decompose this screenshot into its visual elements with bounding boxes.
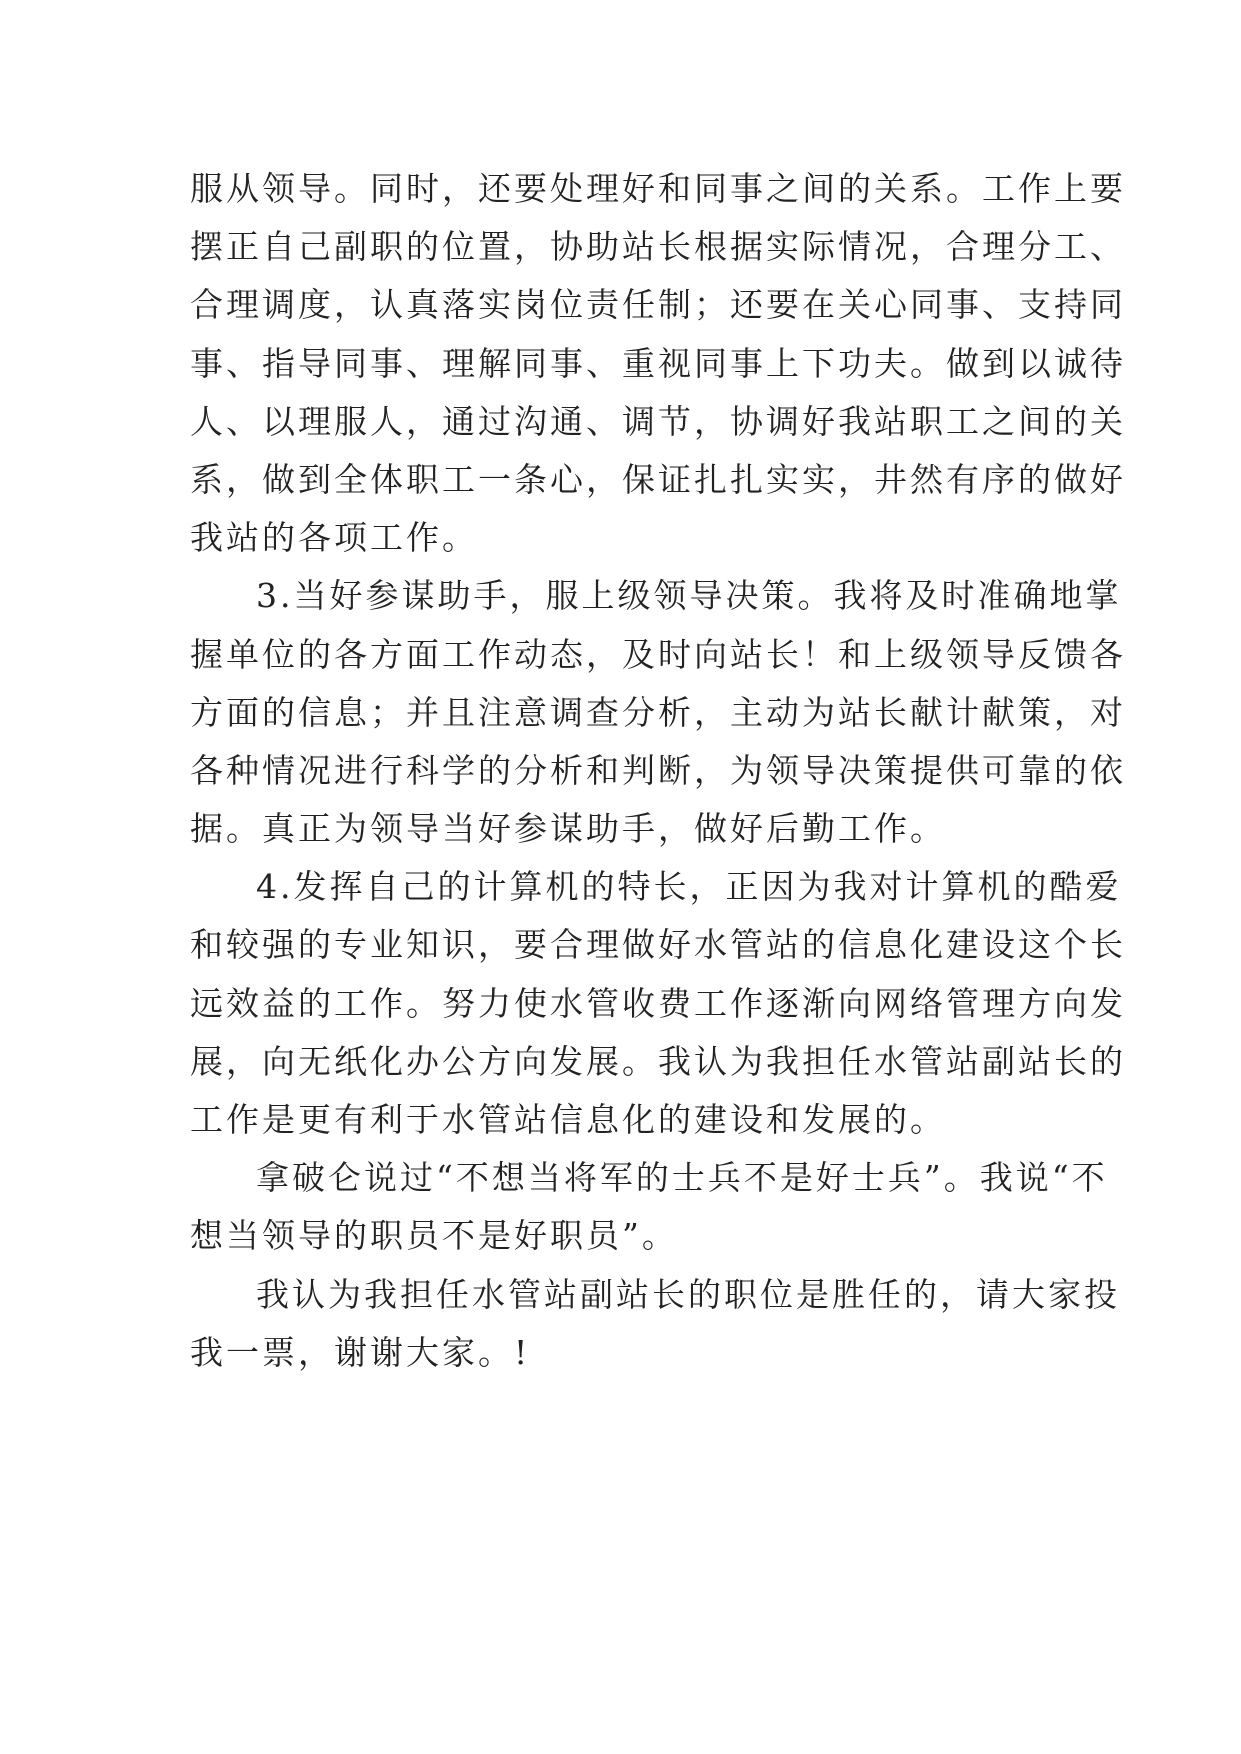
text-line: 事、指导同事、理解同事、重视同事上下功夫。做到以诚待 [190, 343, 1126, 383]
text-line: 我一票，谢谢大家。! [190, 1332, 531, 1372]
paragraph-start-line: 3.当好参谋助手，服上级领导决策。我将及时准确地掌 [256, 576, 1122, 616]
text-line: 想当领导的职员不是好职员”。 [190, 1216, 678, 1256]
text-line: 系，做到全体职工一条心，保证扎扎实实，井然有序的做好 [190, 459, 1126, 499]
text-line: 据。真正为领导当好参谋助手，做好后勤工作。 [190, 809, 946, 849]
text-line: 人、以理服人，通过沟通、调节，协调好我站职工之间的关 [190, 401, 1126, 441]
text-line: 合理调度，认真落实岗位责任制；还要在关心同事、支持同 [190, 285, 1126, 325]
text-line: 我站的各项工作。 [190, 518, 478, 558]
text-line: 展，向无纸化办公方向发展。我认为我担任水管站副站长的 [190, 1041, 1126, 1081]
text-line: 服从领导。同时，还要处理好和同事之间的关系。工作上要 [190, 169, 1126, 208]
paragraph-start-line: 我认为我担任水管站副站长的职位是胜任的，请大家投 [256, 1274, 1120, 1314]
text-line: 工作是更有利于水管站信息化的建设和发展的。 [190, 1100, 946, 1139]
text-line: 远效益的工作。努力使水管收费工作逐渐向网络管理方向发 [190, 983, 1126, 1023]
text-line: 各种情况进行科学的分析和判断，为领导决策提供可靠的依 [190, 750, 1126, 790]
text-line: 和较强的专业知识，要合理做好水管站的信息化建设这个长 [190, 925, 1126, 965]
text-line: 摆正自己副职的位置，协助站长根据实际情况，合理分工、 [190, 227, 1126, 267]
paragraph-start-line: 拿破仑说过“不想当将军的士兵不是好士兵”。我说“不 [256, 1158, 1108, 1198]
text-line: 方面的信息；并且注意调查分析，主动为站长献计献策，对 [190, 692, 1126, 732]
paragraph-start-line: 4.发挥自己的计算机的特长，正因为我对计算机的酷爱 [256, 867, 1122, 907]
body-text [190, 160, 1126, 1382]
text-line: 握单位的各方面工作动态，及时向站长！和上级领导反馈各 [190, 634, 1126, 674]
